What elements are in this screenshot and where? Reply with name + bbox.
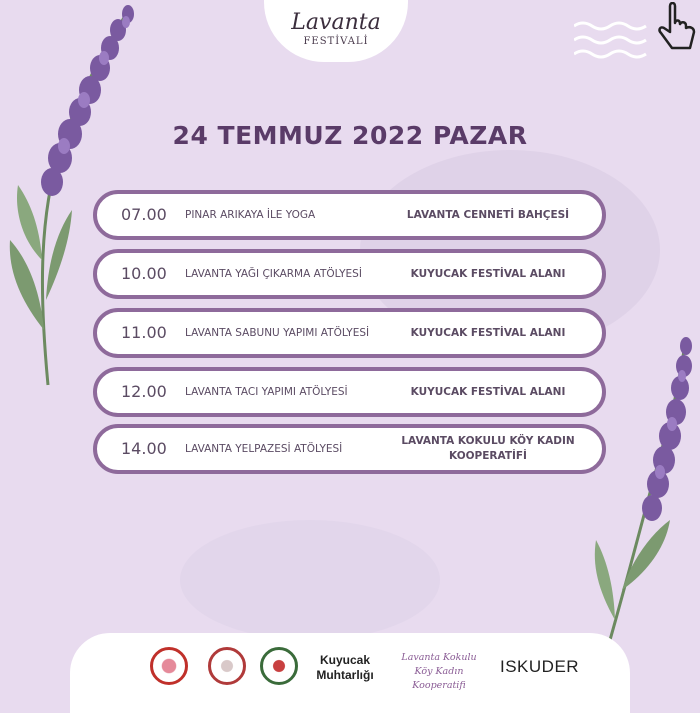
- schedule-time: 11.00: [121, 323, 167, 342]
- schedule-activity: LAVANTA YELPAZESİ ATÖLYESİ: [185, 443, 343, 455]
- schedule-activity: PINAR ARIKAYA İLE YOGA: [185, 209, 316, 221]
- festival-logo: [264, 0, 408, 62]
- logo-main-text: Lavanta: [291, 9, 381, 35]
- schedule-activity: LAVANTA YAĞI ÇIKARMA ATÖLYESİ: [185, 268, 362, 280]
- schedule-time: 14.00: [121, 439, 167, 458]
- schedule-location: KUYUCAK FESTİVAL ALANI: [410, 326, 566, 339]
- schedule-row: [93, 367, 606, 417]
- muhtarlik-logo-text: Kuyucak Muhtarlığı: [316, 653, 374, 682]
- association-seal-icon: [260, 647, 298, 685]
- wave-lines-icon: [574, 18, 650, 68]
- schedule-time: 10.00: [121, 264, 167, 283]
- schedule-row: [93, 308, 606, 358]
- municipality-seal-icon: [150, 647, 188, 685]
- schedule-row: [93, 249, 606, 299]
- schedule-location: KUYUCAK FESTİVAL ALANI: [410, 385, 566, 398]
- event-date-title: 24 TEMMUZ 2022 PAZAR: [172, 121, 528, 150]
- schedule-time: 07.00: [121, 205, 167, 224]
- kooperatif-logo-text: Lavanta Kokulu Köy Kadın Kooperatifi: [401, 652, 477, 691]
- schedule-location: KUYUCAK FESTİVAL ALANI: [410, 267, 566, 280]
- schedule-location: LAVANTA KOKULU KÖY KADIN KOOPERATİFİ: [401, 435, 575, 462]
- pointing-hand-icon: [656, 2, 698, 58]
- logo-sub-text: FESTİVALİ: [303, 35, 369, 47]
- sponsor-footer: [70, 633, 630, 713]
- schedule-activity: LAVANTA TACI YAPIMI ATÖLYESİ: [185, 386, 348, 398]
- iskuder-logo-text: ISKUDER: [500, 657, 580, 676]
- schedule-row: [93, 190, 606, 240]
- schedule-location: LAVANTA CENNETİ BAHÇESİ: [406, 208, 570, 221]
- schedule-time: 12.00: [121, 382, 167, 401]
- background-blob: [180, 520, 440, 640]
- schedule-row: [93, 424, 606, 474]
- governorship-seal-icon: [208, 647, 246, 685]
- schedule-activity: LAVANTA SABUNU YAPIMI ATÖLYESİ: [185, 327, 370, 339]
